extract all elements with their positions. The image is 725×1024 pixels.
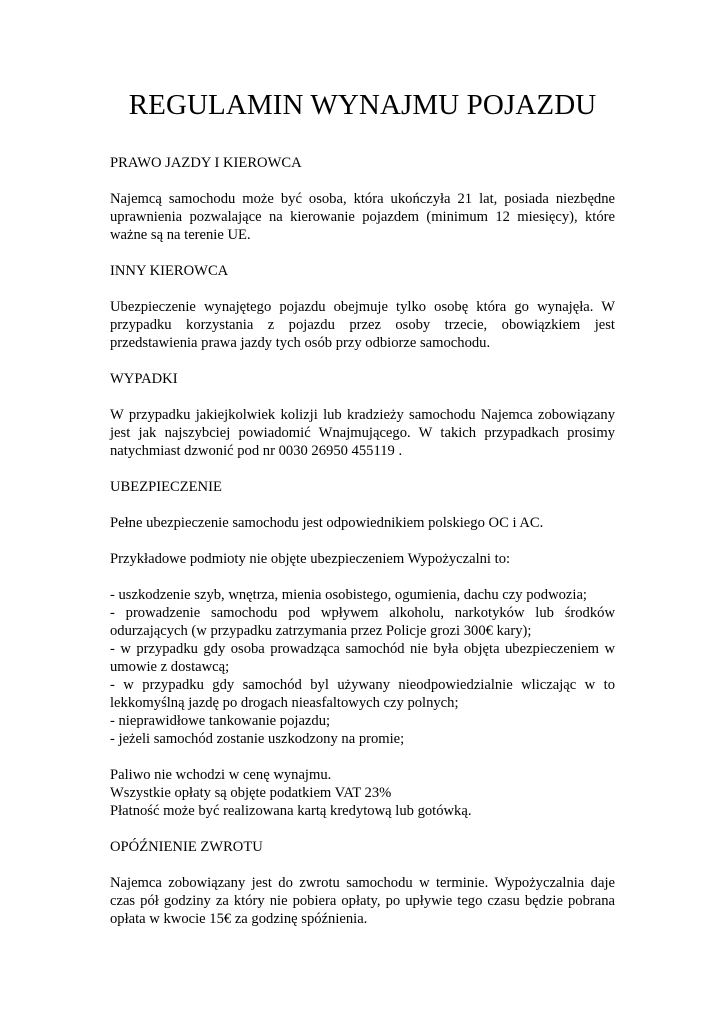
section-text-accidents: W przypadku jakiejkolwiek kolizji lub kradzieży samochodu Najemca zobowiązany jest jak najszybciej powiadomić Wnajmującego. W takich przypadkach prosimy natychmiast dzwonić pod nr 0030 26950 455119 . [110,407,615,459]
list-item: - w przypadku gdy samochód byl używany nieodpowiedzialnie wliczając w to lekkomyślną jazdę po drogach nieasfaltowych czy polnych; [110,677,615,711]
note-line: Wszystkie opłaty są objęte podatkiem VAT 23% [110,785,392,801]
document-title: REGULAMIN WYNAJMU POJAZDU [128,89,597,121]
note-line: Paliwo nie wchodzi w cenę wynajmu. [110,767,332,783]
section-heading-license: PRAWO JAZDY I KIEROWCA [110,155,302,171]
list-item: - w przypadku gdy osoba prowadząca samochód nie była objęta ubezpieczeniem w umowie z dostawcą; [110,641,615,675]
section-text-insurance-2: Przykładowe podmioty nie objęte ubezpieczeniem Wypożyczalni to: [110,551,511,567]
list-item: - jeżeli samochód zostanie uszkodzony na promie; [110,731,405,747]
document-page [110,0,615,928]
section-heading-insurance: UBEZPIECZENIE [110,479,222,495]
list-item: - uszkodzenie szyb, wnętrza, mienia osobistego, ogumienia, dachu czy podwozia; [110,587,587,603]
section-text-insurance-1: Pełne ubezpieczenie samochodu jest odpowiednikiem polskiego OC i AC. [110,515,544,531]
list-item: - nieprawidłowe tankowanie pojazdu; [110,713,331,729]
section-heading-late-return: OPÓŹNIENIE ZWROTU [110,839,263,855]
list-item: - prowadzenie samochodu pod wpływem alkoholu, narkotyków lub środków odurzających (w przypadku zatrzymania przez Policje grozi 300€ kary); [110,605,615,639]
notes-block [110,766,615,820]
note-line: Płatność może być realizowana kartą kredytową lub gotówką. [110,803,472,819]
section-text-other-driver: Ubezpieczenie wynajętego pojazdu obejmuje tylko osobę która go wynajęła. W przypadku korzystania z pojazdu przez osoby trzecie, obowiązkiem jest przedstawienia prawa jazdy tych osób przy odbiorze samochodu. [110,299,615,351]
section-heading-accidents: WYPADKI [110,371,178,387]
section-text-license: Najemcą samochodu może być osoba, która ukończyła 21 lat, posiada niezbędne uprawnienia pozwalające na kierowanie pojazdem (minimum 12 miesięcy), które ważne są na terenie UE. [110,191,615,243]
section-text-late-return: Najemca zobowiązany jest do zwrotu samochodu w terminie. Wypożyczalnia daje czas pół godziny za który nie pobiera opłaty, po upływie tego czasu będzie pobrana opłata w kwocie 15€ za godzinę spóźnienia. [110,875,615,927]
section-heading-other-driver: INNY KIEROWCA [110,263,229,279]
exclusions-list [110,586,615,748]
